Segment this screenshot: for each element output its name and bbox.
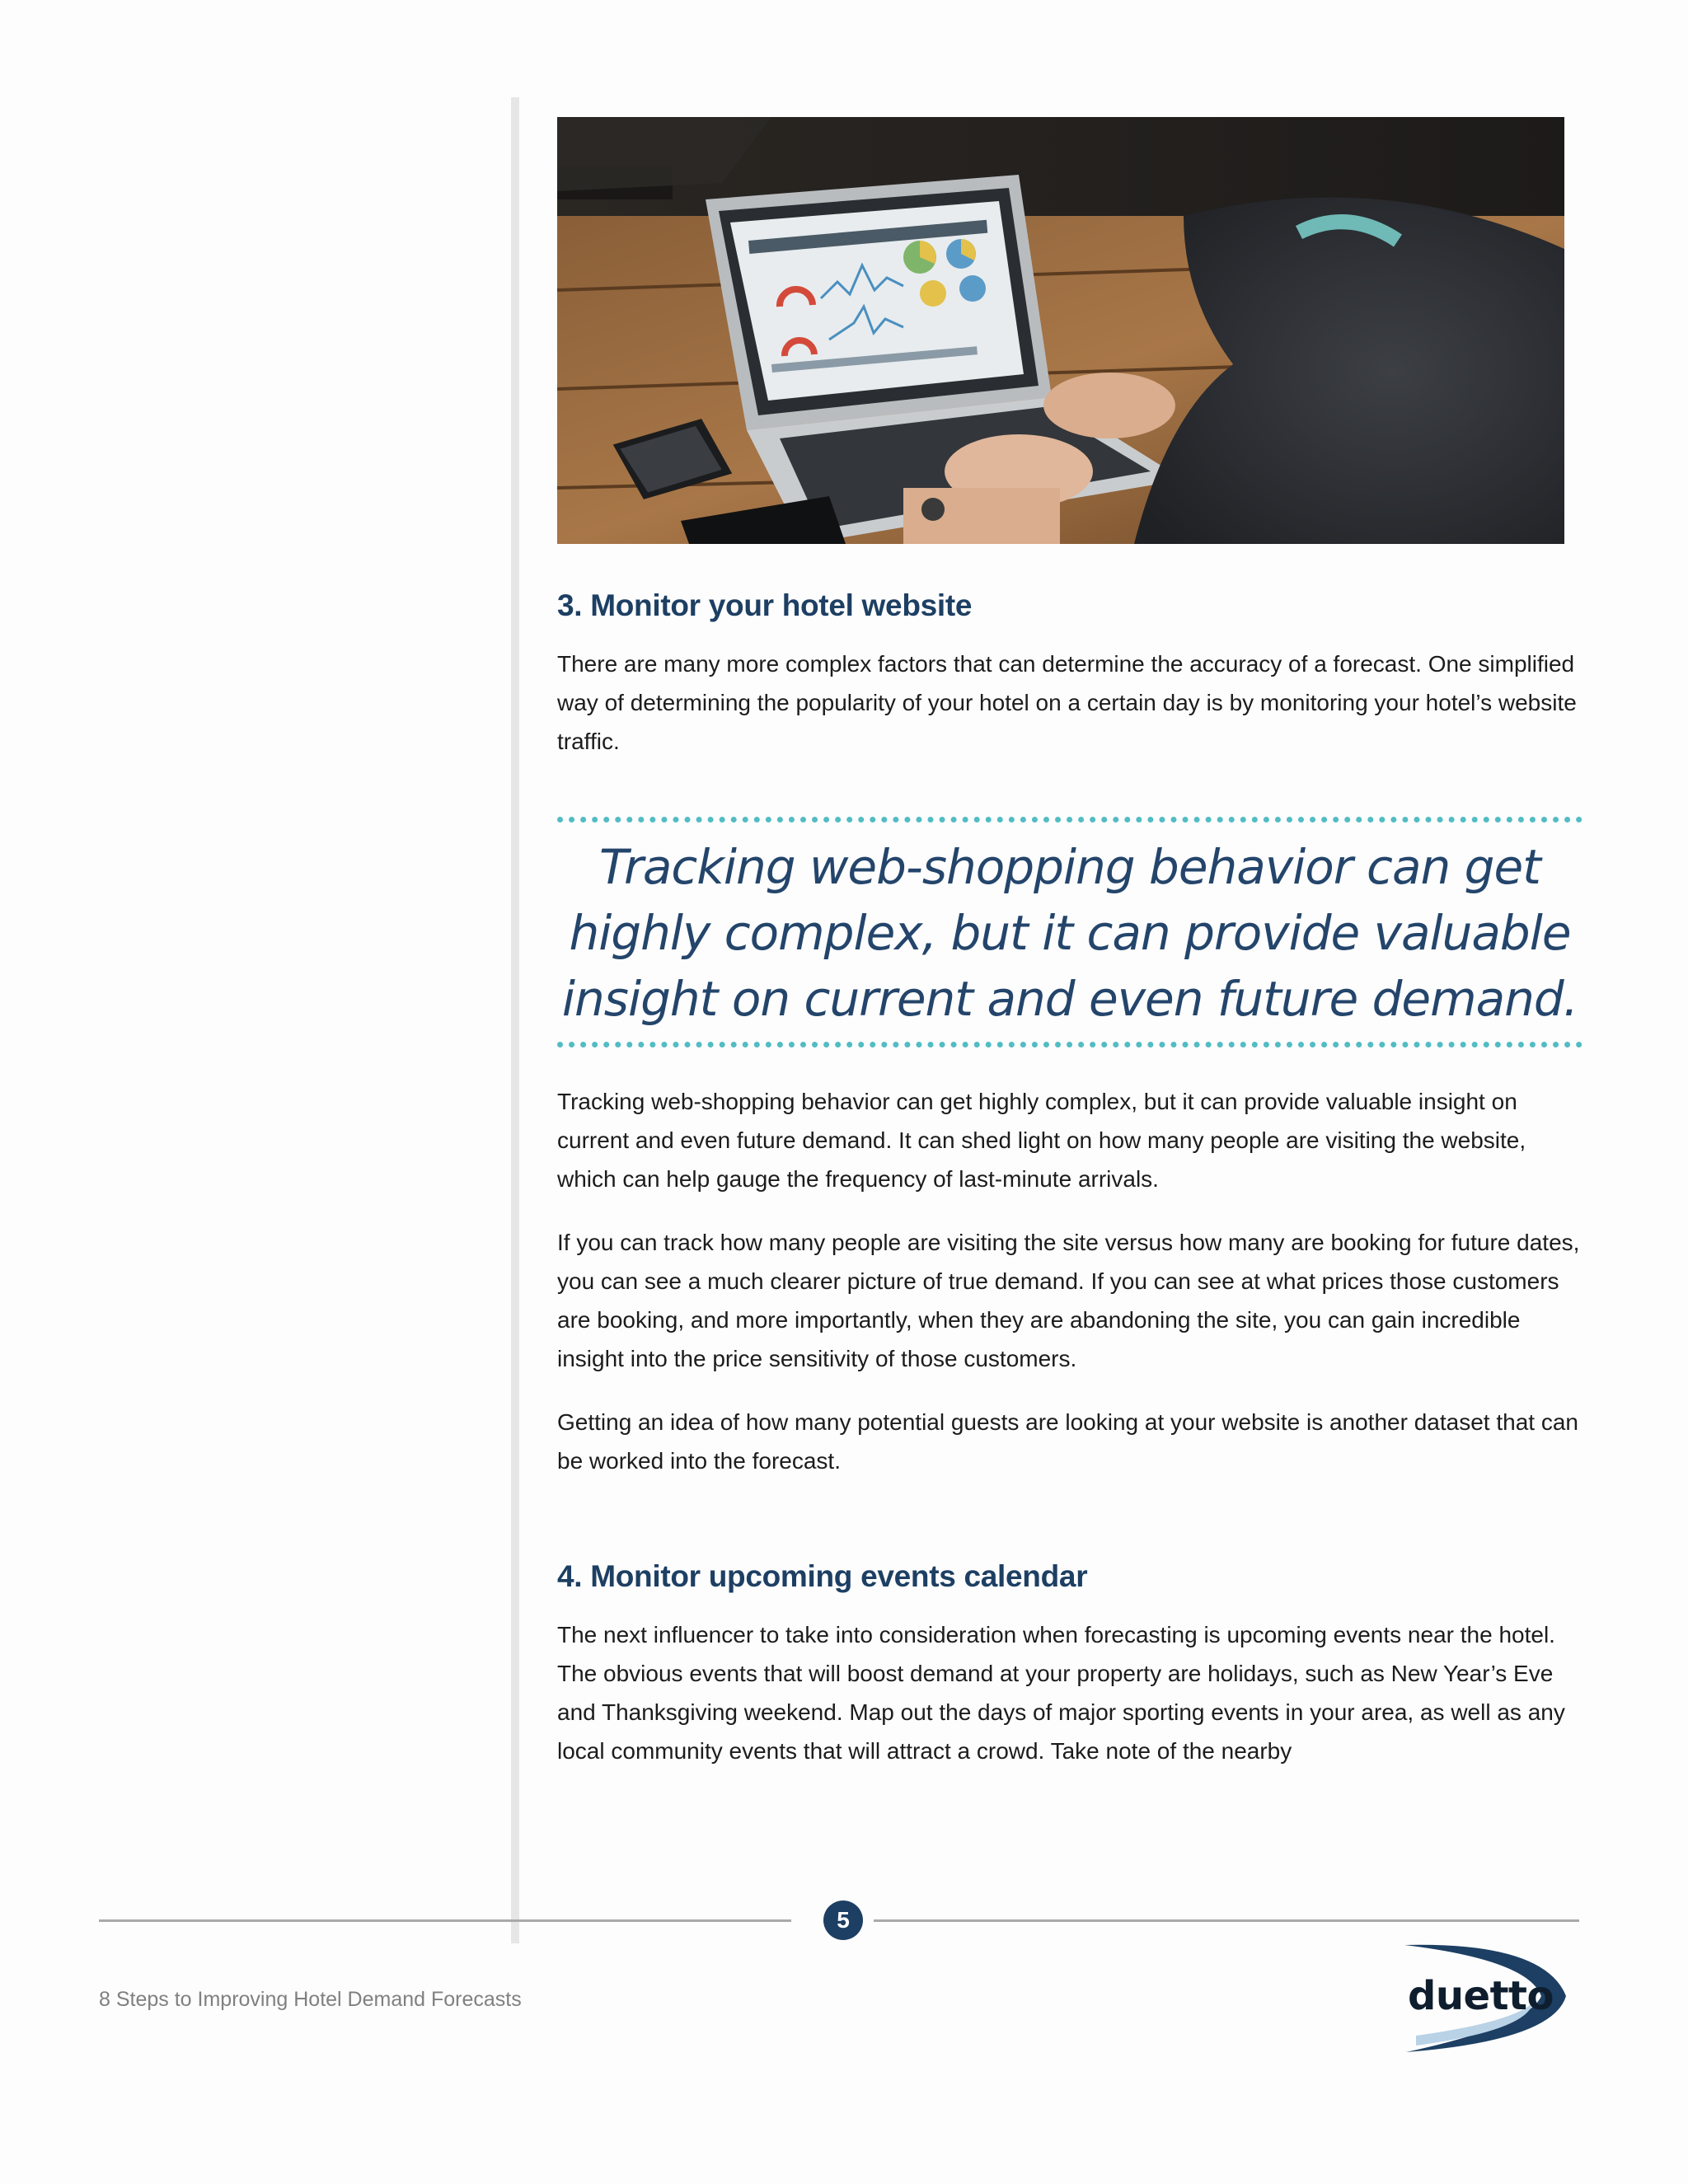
pull-quote-line-3: insight on current and even future demand. bbox=[561, 971, 1578, 1027]
page-number-badge: 5 bbox=[823, 1900, 863, 1940]
page-content bbox=[557, 117, 1584, 1770]
duetto-logo-text: duetto bbox=[1408, 1973, 1554, 2019]
section-4-heading: 4. Monitor upcoming events calendar bbox=[557, 1559, 1088, 1593]
section-3-paragraph-1: There are many more complex factors that can determine the accuracy of a forecast. One simplified way of determining the popularity of your hotel on a certain day is by monitoring your hotel’s website traffic. bbox=[557, 651, 1577, 754]
pull-quote-line-2: highly complex, but it can provide valuable bbox=[569, 905, 1571, 961]
duetto-logo bbox=[1388, 1933, 1578, 2059]
body-paragraph-2: Tracking web-shopping behavior can get highly complex, but it can provide valuable insight on current and even future demand. It can shed light on how many people are visiting the website, which can help gauge the frequency of last-minute arrivals. bbox=[557, 1089, 1526, 1192]
left-margin-rule bbox=[511, 97, 519, 1943]
laptop-photo-illustration bbox=[557, 117, 1564, 544]
body-paragraph-3: If you can track how many people are visiting the site versus how many are booking for future dates, you can see a much clearer picture of true demand. If you can see at what prices those customers are booking, and more importantly, when they are abandoning the site, you can gain incredible insight into the price sensitivity of those customers. bbox=[557, 1230, 1580, 1371]
section-3-heading: 3. Monitor your hotel website bbox=[557, 588, 973, 622]
footer-document-title: 8 Steps to Improving Hotel Demand Forecasts bbox=[99, 1988, 522, 2011]
hero-photo bbox=[557, 117, 1564, 544]
footer-rule-right bbox=[874, 1919, 1579, 1922]
section-4-paragraph-1: The next influencer to take into consideration when forecasting is upcoming events near the hotel. The obvious events that will boost demand at your property are holidays, such as New Year’s Eve and Thanksgiving weekend. Map out the days of major sporting events in your area, as well as any local community events that will attract a crowd. Take note of the nearby bbox=[557, 1622, 1565, 1764]
pull-quote-line-1: Tracking web-shopping behavior can get bbox=[599, 839, 1540, 895]
pull-quote bbox=[557, 817, 1582, 1047]
body-paragraph-4: Getting an idea of how many potential guests are looking at your website is another dataset that can be worked into the forecast. bbox=[557, 1409, 1578, 1474]
footer-rule-left bbox=[99, 1919, 791, 1922]
